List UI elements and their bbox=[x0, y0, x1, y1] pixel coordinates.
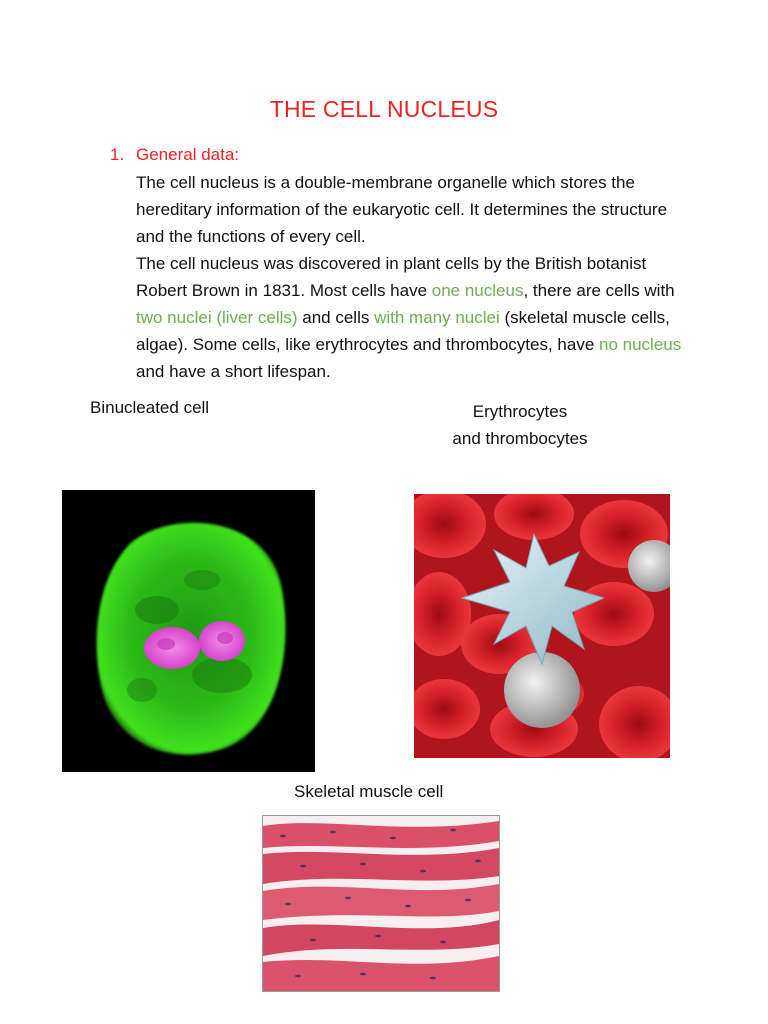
caption-erythrocytes-line2: and thrombocytes bbox=[452, 429, 588, 448]
section-heading-label: General data: bbox=[136, 145, 240, 164]
binucleated-cell-image bbox=[62, 490, 315, 772]
text-span: (skeletal muscle cells, algae). Some cells, like erythrocytes and thrombocytes, have bbox=[136, 308, 670, 354]
text-span: The cell nucleus was discovered in plant cells by the British botanist Robert Brown in 1831. Most cells have bbox=[136, 254, 647, 300]
caption-skeletal-muscle-cell: Skeletal muscle cell bbox=[294, 782, 444, 801]
highlight-two-nuclei: two nuclei (liver cells) bbox=[136, 308, 298, 327]
paragraph-discovery bbox=[136, 250, 696, 385]
page-title: THE CELL NUCLEUS bbox=[269, 96, 499, 122]
paragraph-definition: The cell nucleus is a double-membrane organelle which stores the hereditary information of the eukaryotic cell. It determines the structure and the functions of every cell. bbox=[136, 173, 668, 246]
section-number: 1. bbox=[110, 145, 125, 164]
highlight-one-nucleus: one nucleus bbox=[431, 281, 524, 300]
erythrocytes-thrombocytes-image bbox=[414, 494, 670, 758]
text-span: and have a short lifespan. bbox=[136, 362, 331, 381]
highlight-many-nuclei: with many nuclei bbox=[374, 308, 500, 327]
text-span: and cells bbox=[297, 308, 375, 327]
section-heading bbox=[110, 145, 239, 165]
text-span: , there are cells with bbox=[523, 281, 675, 300]
highlight-no-nucleus: no nucleus bbox=[599, 335, 682, 354]
caption-erythrocytes-line1: Erythrocytes bbox=[472, 402, 568, 421]
skeletal-muscle-cell-image bbox=[262, 815, 500, 992]
caption-erythrocytes bbox=[420, 398, 620, 452]
caption-binucleated-cell: Binucleated cell bbox=[90, 398, 210, 417]
